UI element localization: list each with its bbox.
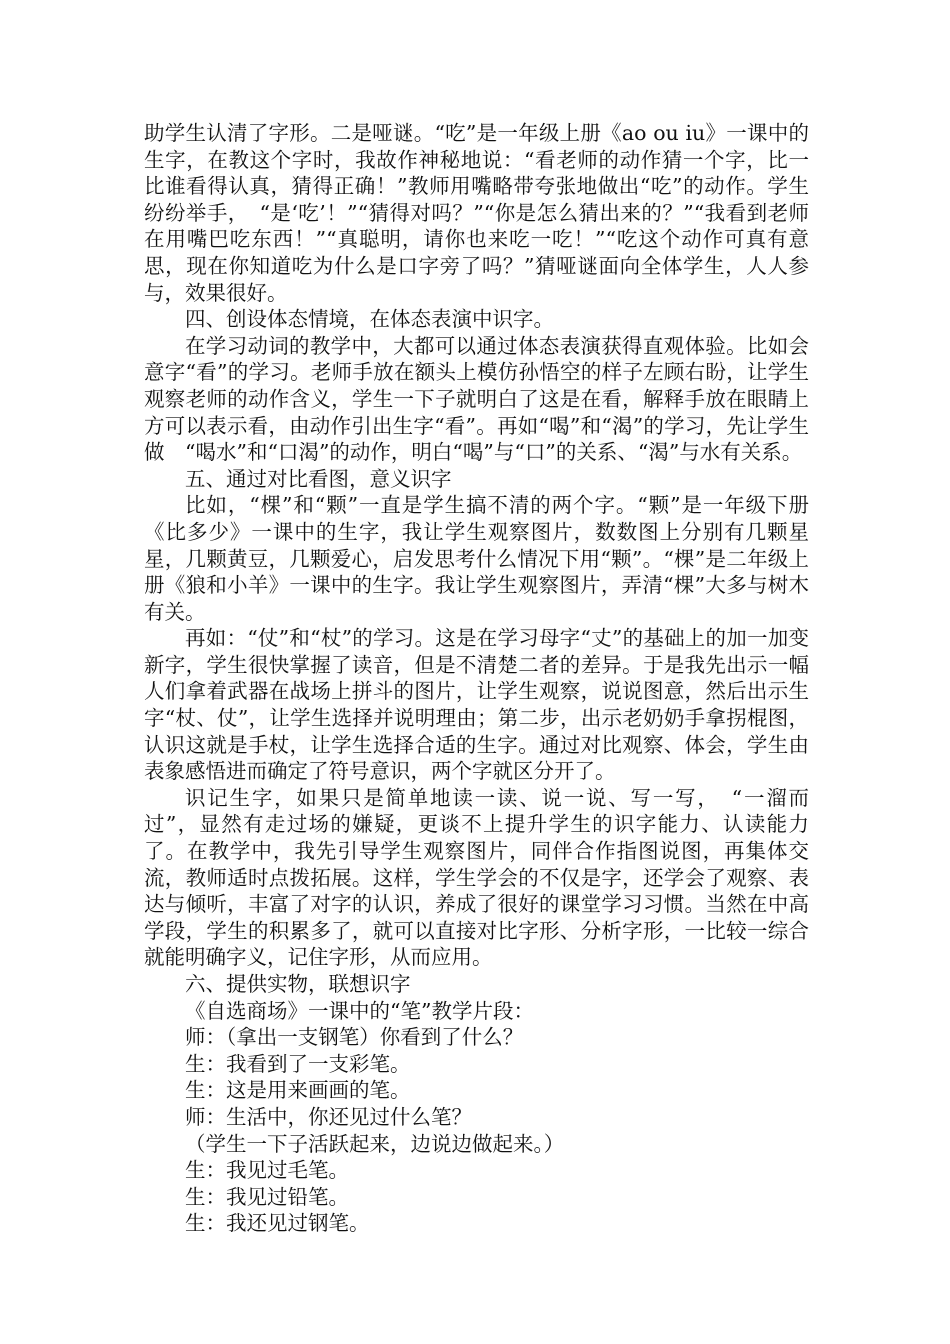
dialog-line: 师：生活中，你还见过什么笔？ xyxy=(185,1104,472,1129)
dialog-line: 师：（拿出一支钢笔）你看到了什么？ xyxy=(185,1025,524,1050)
dialog-line: （学生一下子活跃起来，边说边做起来。） xyxy=(185,1131,565,1156)
dialog-line: 生：我见过毛笔。 xyxy=(185,1158,349,1183)
paragraph-body-ke: 比如，“棵”和“颗”一直是学生搞不清的两个字。“颗”是一年级下册《比多少》一课中的生字，我让学生观察图片，数数图上分别有几颗星星，几颗黄豆，几颗爱心，启发思考什么情况下用“颗”。“棵”是二年级上册《狼和小羊》一课中的生字。我让学生观察图片，弄清“棵”大多与树木有关。 xyxy=(144,493,809,624)
dialog-line: 生：我还见过钢笔。 xyxy=(185,1211,370,1236)
document-page xyxy=(144,120,809,1237)
dialog-line: 生：这是用来画画的笔。 xyxy=(185,1078,411,1103)
paragraph-riddle-continued: 助学生认清了字形。二是哑谜。“吃”是一年级上册《ao ou iu》一课中的生字，在教这个字时，我故作神秘地说：“看老师的动作猜一个字，比一比谁看得认真，猜得正确！”教师用嘴略带夸张地做出“吃”的动作。学生纷纷举手， “是‘吃’！”“猜得对吗？”“你是怎么猜出来的？”“我看到老师在用嘴巴吃东西！”“真聪明，请你也来吃一吃！”“吃这个动作可真有意思，现在你知道吃为什么是口字旁了吗？”猜哑谜面向全体学生，人人参与，效果很好。 xyxy=(144,121,809,305)
dialog-line: 生：我看到了一支彩笔。 xyxy=(185,1051,411,1076)
section-heading-4: 四、创设体态情境，在体态表演中识字。 xyxy=(185,307,554,332)
section-heading-5: 五、通过对比看图，意义识字 xyxy=(185,466,452,491)
dialog-line: 生：我见过铅笔。 xyxy=(185,1184,349,1209)
paragraph-body-zhang: 再如：“仗”和“杖”的学习。这是在学习母字“丈”的基础上的加一加变新字，学生很快掌握了读音，但是不清楚二者的差异。于是我先出示一幅人们拿着武器在战场上拼斗的图片，让学生观察，说说图意，然后出示生字“杖、仗”，让学生选择并说明理由；第二步，出示老奶奶手拿拐棍图，认识这就是手杖，让学生选择合适的生字。通过对比观察、体会，学生由表象感悟进而确定了符号意识，两个字就区分开了。 xyxy=(144,626,809,784)
paragraph-body-lesson-intro: 《自选商场》一课中的“笔”教学片段： xyxy=(185,998,534,1023)
paragraph-body-action: 在学习动词的教学中，大都可以通过体态表演获得直观体验。比如会意字“看”的学习。老师手放在额头上模仿孙悟空的样子左顾右盼，让学生观察老师的动作含义，学生一下子就明白了这是在看，解释手放在眼睛上方可以表示看，由动作引出生字“看”。再如“喝”和“渴”的学习，先让学生做 “喝水”和“口渴”的动作，明白“喝”与“口”的关系、“渴”与水有关系。 xyxy=(144,333,809,465)
section-heading-6: 六、提供实物，联想识字 xyxy=(185,972,411,996)
paragraph-body-summary: 识记生字，如果只是简单地读一读、说一说、写一写， “一溜而过”，显然有走过场的嫌疑，更谈不上提升学生的识字能力、认读能力了。在教学中，我先引导学生观察图片，同伴合作指图说图，再集体交流，教师适时点拨拓展。这样，学生学会的不仅是字，还学会了观察、表达与倾听，丰富了对字的认识，养成了很好的课堂学习习惯。当然在中高学段，学生的积累多了，就可以直接对比字形、分析字形，一比较一综合就能明确字义，记住字形，从而应用。 xyxy=(144,785,809,970)
